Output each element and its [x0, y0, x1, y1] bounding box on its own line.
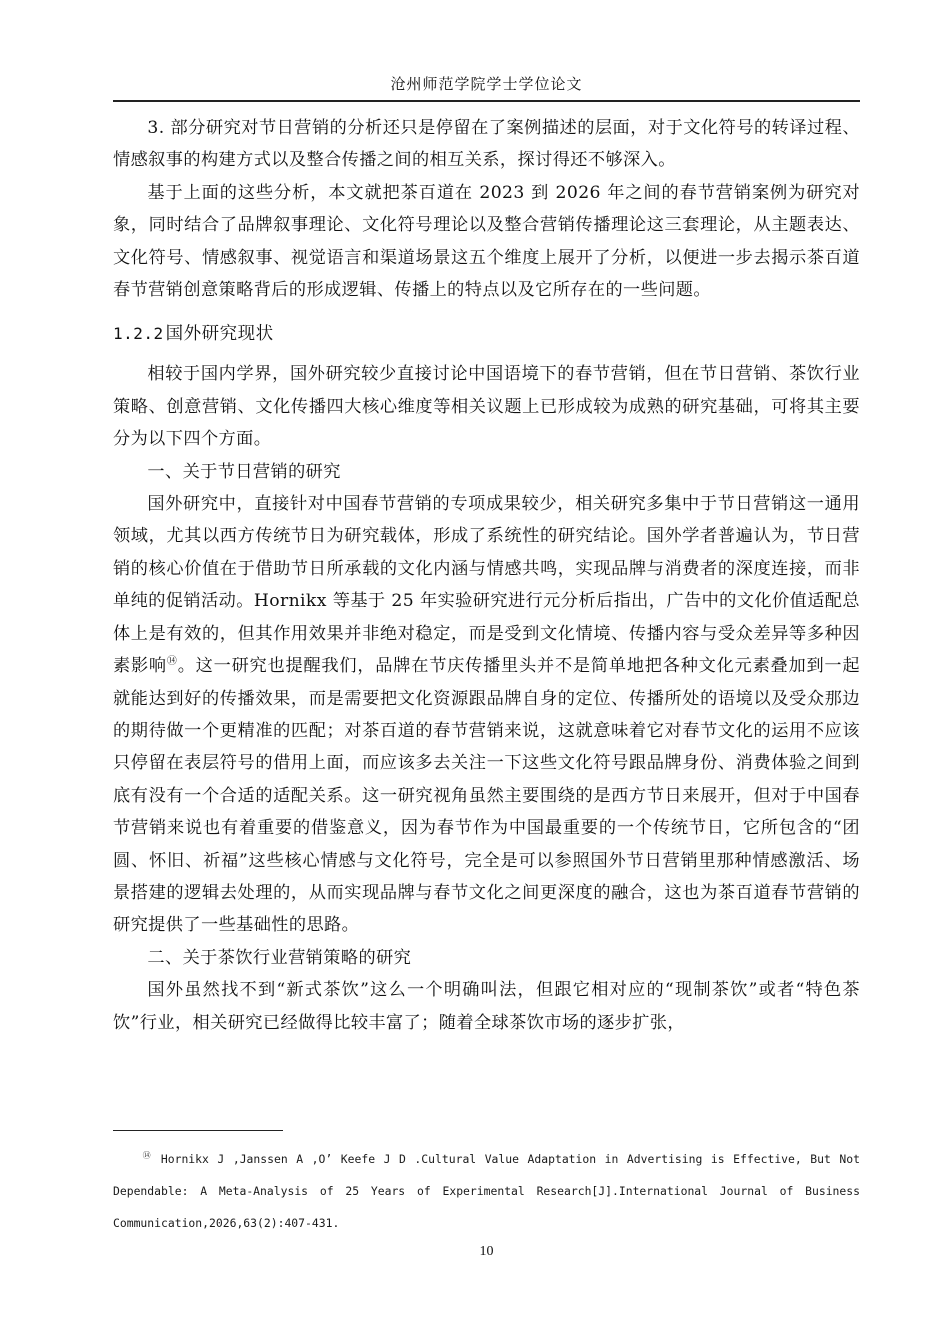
paragraph-holiday-marketing-part1: 国外研究中，直接针对中国春节营销的专项成果较少，相关研究多集中于节日营销这一通用领域，尤其以西方传统节日为研究载体，形成了系统性的研究结论。国外学者普遍认为，节日营销的核心价值在于借助节日所承载的文化内涵与情感共鸣，实现品牌与消费者的深度连接，而非单纯的促销活动。Hornikx 等基于 25 年实验研究进行元分析后指出，广告中的文化价值适配总体上是有效的，但其作用效果并非绝对稳定，而是受到文化情境、传播内容与受众差异等多种因素影响 [113, 494, 860, 677]
paragraph-research-gap: 3. 部分研究对节日营销的分析还只是停留在了案例描述的层面，对于文化符号的转译过程、情感叙事的构建方式以及整合传播之间的相互关系，探讨得还不够深入。 [113, 118, 860, 171]
footnote-divider [113, 1130, 283, 1131]
paragraph-foreign-overview: 相较于国内学界，国外研究较少直接讨论中国语境下的春节营销，但在节日营销、茶饮行业策略、创意营销、文化传播四大核心维度等相关议题上已形成较为成熟的研究基础，可将其主要分为以下四个方面。 [113, 364, 860, 450]
paragraph-holiday-marketing-part2: 。这一研究也提醒我们，品牌在节庆传播里头并不是简单地把各种文化元素叠加到一起就能达到好的传播效果，而是需要把文化资源跟品牌自身的定位、传播所处的语境以及受众那边的期待做一个更精准的匹配；对茶百道的春节营销来说，这就意味着它对春节文化的运用不应该只停留在表层符号的借用上面，而应该多去关注一下这些文化符号跟品牌身份、消费体验之间到底有没有一个合适的适配关系。这一研究视角虽然主要围绕的是西方节日来展开，但对于中国春节营销来说也有着重要的借鉴意义，因为春节作为中国最重要的一个传统节日，它所包含的“团圆、怀旧、祈福”这些核心情感与文化符号，完全是可以参照国外节日营销里那种情感激活、场景搭建的逻辑去处理的，从而实现品牌与春节文化之间更深度的融合，这也为茶百道春节营销的研究提供了一些基础性的思路。 [113, 656, 860, 936]
footnote-reference[interactable]: ⑭ [166, 656, 178, 668]
section-heading [113, 316, 860, 352]
paragraph-tea-industry: 国外虽然找不到“新式茶饮”这么一个明确叫法，但跟它相对应的“现制茶饮”或者“特色茶饮”行业，相关研究已经做得比较丰富了；随着全球茶饮市场的逐步扩张， [113, 980, 860, 1033]
footnote-text: Hornikx J ,Janssen A ,O’ Keefe J D .Cultural Value Adaptation in Advertising is Effective, But Not Dependable: A Meta-Analysis of 25 Years of Experimental Research[J].International Journal of Business Communication,2026,63(2):407-431. [113, 1152, 861, 1230]
paragraph-holiday-marketing [113, 488, 860, 942]
running-header: 沧州师范学院学士学位论文 [390, 75, 583, 93]
subheading-holiday-marketing: 一、关于节日营销的研究 [147, 461, 341, 482]
footnote-mark: ⑭ [142, 1151, 153, 1160]
paragraph-research-object: 基于上面的这些分析，本文就把茶百道在 2023 到 2026 年之间的春节营销案例为研究对象，同时结合了品牌叙事理论、文化符号理论以及整合营销传播理论这三套理论，从主题表达、文化符号、情感叙事、视觉语言和渠道场景这五个维度上展开了分析，以便进一步去揭示茶百道春节营销创意策略背后的形成逻辑、传播上的特点以及它所存在的一些问题。 [113, 182, 860, 301]
header-divider [113, 100, 860, 102]
subheading-tea-industry: 二、关于茶饮行业营销策略的研究 [147, 947, 412, 968]
section-title: 国外研究现状 [165, 324, 274, 345]
main-body [113, 112, 860, 1039]
footnote [113, 1143, 860, 1239]
page-number: 10 [479, 1244, 494, 1259]
section-number: 1.2.2 [113, 324, 164, 344]
